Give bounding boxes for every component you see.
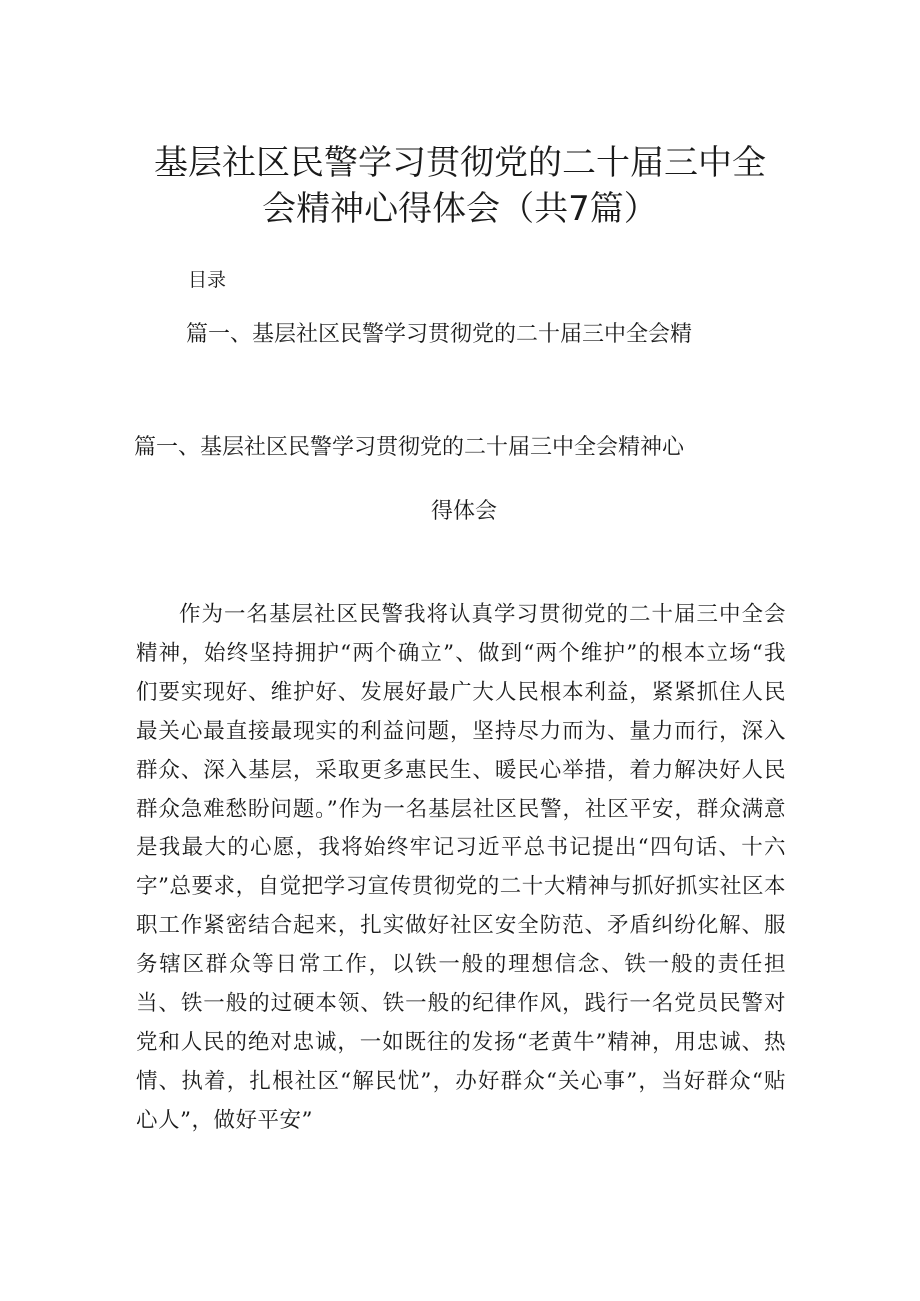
document-title-line-1: 基层社区民警学习贯彻党的二十届三中全 (154, 143, 766, 183)
document-title-line-2: 会精神心得体会（共7篇） (262, 189, 658, 229)
body-paragraph: 作为一名基层社区民警我将认真学习贯彻党的二十届三中全会精神，始终坚持拥护“两个确立”、做到“两个维护”的根本立场“我们要实现好、维护好、发展好最广大人民根本利益，紧紧抓住人民最关心最直接最现实的利益问题，坚持尽力而为、量力而行，深入群众、深入基层，采取更多惠民生、暖民心举措，着力解决好人民群众急难愁盼问题。”作为一名基层社区民警，社区平安，群众满意是我最大的心愿，我将始终牢记习近平总书记提出“四句话、十六字”总要求，自觉把学习宣传贯彻党的二十大精神与抓好抓实社区本职工作紧密结合起来，扎实做好社区安全防范、矛盾纠纷化解、服务辖区群众等日常工作，以铁一般的理想信念、铁一般的责任担当、铁一般的过硬本领、铁一般的纪律作风，践行一名党员民警对党和人民的绝对忠诚，一如既往的发扬“老黄牛”精神，用忠诚、热情、执着，扎根社区“解民忧”，办好群众“关心事”，当好群众“贴心人”，做好平安” (136, 602, 786, 1133)
document-title (100, 140, 820, 232)
toc-label: 目录 (188, 269, 227, 291)
section-heading-line-1: 篇一、基层社区民警学习贯彻党的二十届三中全会精神心 (134, 435, 685, 460)
toc-item[interactable]: 篇一、基层社区民警学习贯彻党的二十届三中全会精 (186, 322, 693, 347)
section-heading-line-2: 得体会 (430, 499, 497, 524)
section-heading (134, 430, 794, 530)
